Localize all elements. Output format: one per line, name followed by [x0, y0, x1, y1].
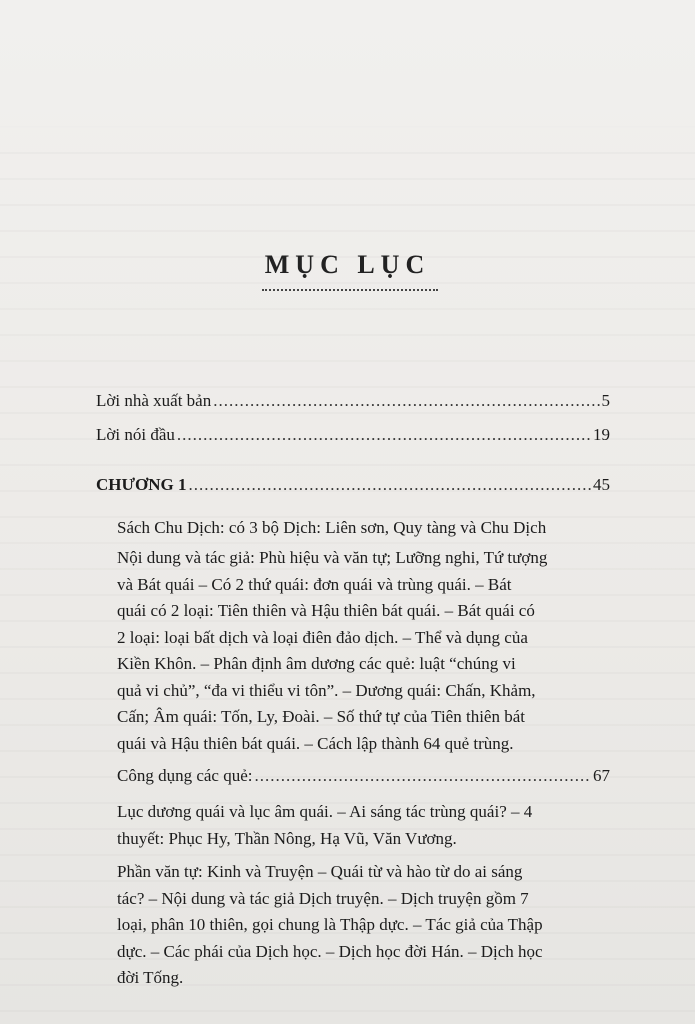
text-line: quả vi chủ”, “đa vi thiểu vi tôn”. – Dương quái: Chấn, Khảm, [117, 680, 536, 700]
text-line: Lục dương quái và lục âm quái. – Ai sáng tác trùng quái? – 4 [117, 802, 533, 821]
text-line: loại, phân 10 thiên, gọi chung là Thập dực. – Tác giả của Thập [117, 915, 543, 934]
toc-entry-page: 19 [593, 425, 610, 444]
toc-entry-page: 5 [601, 391, 610, 410]
toc-subentry-luc-duong [117, 799, 610, 852]
toc-subentry-phan-van-tu [117, 859, 610, 992]
text-line: thuyết: Phục Hy, Thần Nông, Hạ Vũ, Văn Vương. [117, 828, 457, 848]
toc-entry-cong-dung[interactable] [117, 763, 610, 788]
page-title: MỤC LỤC [264, 250, 431, 279]
toc-entry-label: Công dụng các quẻ: [117, 766, 253, 785]
text-line: Cấn; Âm quái: Tốn, Ly, Đoài. – Số thứ tự của Tiên thiên bát [117, 707, 525, 726]
text-line: Nội dung và tác giả: Phù hiệu và văn tự; Lưỡng nghi, Tứ tượng [117, 548, 548, 567]
text-line: 2 loại: loại bất dịch và loại điên đảo dịch. – Thể và dụng của [117, 627, 528, 647]
text-line: quái có 2 loại: Tiên thiên và Hậu thiên bát quái. – Bát quái có [117, 601, 535, 620]
dot-leader [255, 763, 592, 788]
text-line: tác? – Nội dung và tác giả Dịch truyện. – Dịch truyện gồm 7 [117, 888, 529, 908]
text-line: đời Tống. [117, 968, 184, 987]
text-line: quái và Hậu thiên bát quái. – Cách lập thành 64 quẻ trùng. [117, 733, 514, 753]
text-line: Phần văn tự: Kinh và Truyện – Quái từ và hào từ do ai sáng [117, 862, 523, 881]
toc-entry-label: Lời nhà xuất bản [96, 391, 212, 410]
toc-entry-page: 67 [593, 766, 610, 785]
toc-entry-label: Lời nói đầu [96, 425, 175, 444]
toc-entry-label: CHƯƠNG 1 [96, 475, 187, 494]
title-underline [262, 289, 438, 291]
dot-leader [213, 388, 599, 413]
dot-leader [177, 422, 591, 447]
toc-entry-publisher-note[interactable] [96, 388, 610, 413]
toc-entry-preface[interactable] [96, 422, 610, 447]
text-line: Kiền Khôn. – Phân định âm dương các quẻ: luật “chúng vi [117, 654, 516, 673]
toc-subentry-sach-chu-dich: Sách Chu Dịch: có 3 bộ Dịch: Liên sơn, Quy tàng và Chu Dịch [117, 518, 547, 537]
toc-entry-page: 45 [593, 475, 610, 494]
toc-subentry-noi-dung [117, 545, 610, 757]
text-line: và Bát quái – Có 2 thứ quái: đơn quái và trùng quái. – Bát [117, 574, 512, 594]
toc-entry-chapter-1[interactable] [96, 472, 610, 497]
dot-leader [189, 472, 591, 497]
text-line: dực. – Các phái của Dịch học. – Dịch học đời Hán. – Dịch học [117, 941, 543, 961]
